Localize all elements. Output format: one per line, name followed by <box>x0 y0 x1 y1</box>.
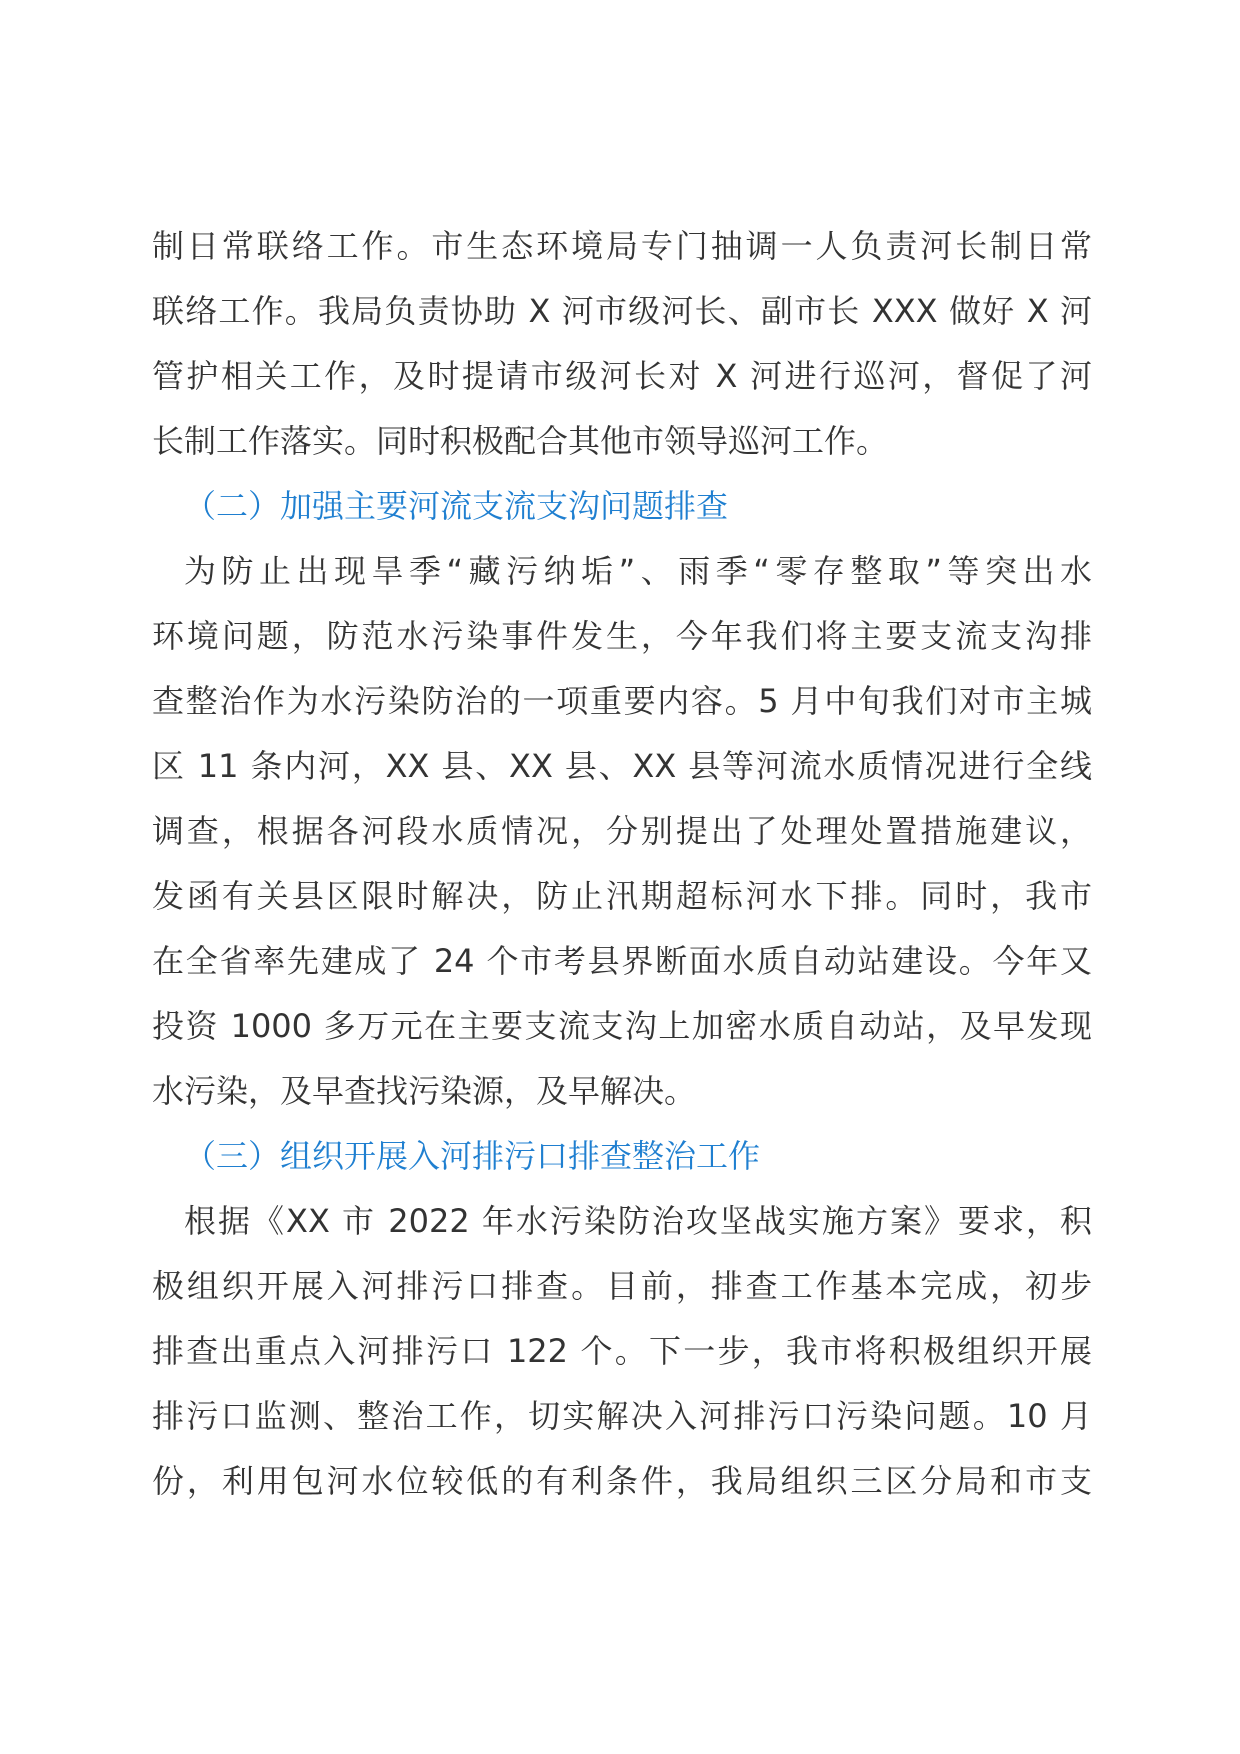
text-line: 水污染，及早查找污染源，及早解决。 <box>152 1072 697 1110</box>
text-line: 根据《XX 市 2022 年水污染防治攻坚战实施方案》要求，积 <box>184 1202 1092 1240</box>
text-line: 查整治作为水污染防治的一项重要内容。5 月中旬我们对市主城 <box>152 682 1092 720</box>
text-line: 发函有关县区限时解决，防止汛期超标河水下排。同时，我市 <box>152 877 1092 915</box>
text-line: 极组织开展入河排污口排查。目前，排查工作基本完成，初步 <box>152 1267 1092 1305</box>
text-line: 投资 1000 多万元在主要支流支沟上加密水质自动站，及早发现 <box>152 1007 1092 1045</box>
text-line: 管护相关工作，及时提请市级河长对 X 河进行巡河，督促了河 <box>152 357 1092 395</box>
text-line: 份，利用包河水位较低的有利条件，我局组织三区分局和市支 <box>152 1462 1092 1500</box>
text-line: 环境问题，防范水污染事件发生，今年我们将主要支流支沟排 <box>152 617 1092 655</box>
text-line: 排查出重点入河排污口 122 个。下一步，我市将积极组织开展 <box>152 1332 1092 1370</box>
text-line: 在全省率先建成了 24 个市考县界断面水质自动站建设。今年又 <box>152 942 1092 980</box>
paragraph-river-chief-liaison <box>152 214 1092 474</box>
text-line: 长制工作落实。同时积极配合其他市领导巡河工作。 <box>152 422 889 460</box>
text-line: 调查，根据各河段水质情况，分别提出了处理处置措施建议， <box>152 812 1092 850</box>
text-line: 制日常联络工作。市生态环境局专门抽调一人负责河长制日常 <box>152 227 1092 265</box>
document-body <box>152 214 1092 1514</box>
text-line: 排污口监测、整治工作，切实解决入河排污口污染问题。10 月 <box>152 1397 1092 1435</box>
text-line: 区 11 条内河，XX 县、XX 县、XX 县等河流水质情况进行全线 <box>152 747 1092 785</box>
section-heading-2: （二）加强主要河流支流支沟问题排查 <box>184 487 729 525</box>
paragraph-tributary-inspection <box>152 539 1092 1124</box>
text-line: 为防止出现旱季“藏污纳垢”、雨季“零存整取”等突出水 <box>184 552 1092 590</box>
text-line: 联络工作。我局负责协助 X 河市级河长、副市长 XXX 做好 X 河 <box>152 292 1092 330</box>
paragraph-outfall-inspection <box>152 1189 1092 1514</box>
section-heading-3: （三）组织开展入河排污口排查整治工作 <box>184 1137 761 1175</box>
